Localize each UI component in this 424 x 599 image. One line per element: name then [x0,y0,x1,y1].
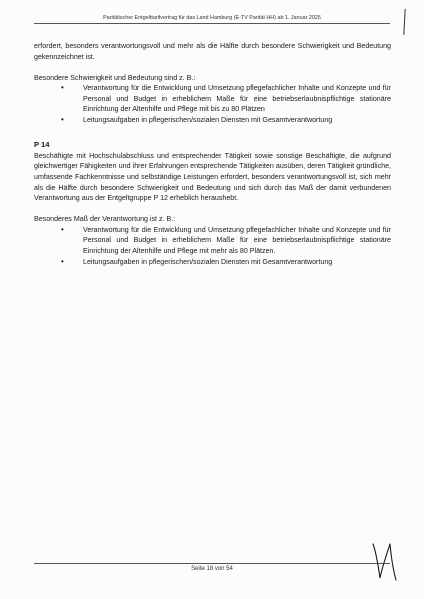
section-title-p14: P 14 [34,140,50,150]
intro-paragraph: erfordert, besonders verantwortungsvoll und mehr als die Hälfte durch besondere Schwierigkeit und Bedeutung gekennzeichnet ist. [34,42,391,61]
bullet-icon: • [61,83,64,93]
list-item: • Verantwortung für die Entwicklung und Umsetzung pflegefachlicher Inhalte und Konzepte und für Personal und Budget in erheblichem Maße für eine betriebserlaubnispflichtige stationäre Einrichtung der Altenhilfe und Pflege mit mehr als 80 Plätzen. [61,224,391,255]
header-rule [34,23,390,24]
list-item: • Leitungsaufgaben in pflegerischen/sozialen Diensten mit Gesamtverantwortung [61,256,333,266]
page-header: Paritätischer Entgelttarifvertrag für das Land Hamburg (E-TV Parität HH) ab 1. Januar 2025 [103,15,321,21]
bullet-icon: • [61,224,64,234]
list-item: • Leitungsaufgaben in pflegerischen/sozialen Diensten mit Gesamtverantwortung [61,115,333,125]
p14-paragraph: Beschäftigte mit Hochschulabschluss und entsprechender Tätigkeit sowie sonstige Beschäftigte, die aufgrund gleichwertiger Fähigkeiten und ihrer Erfahrungen entsprechende Tätigkeiten ausüben, deren Tätigkeit gründliche, umfassende Fachkenntnisse und selbständige Leistungen erfordert, besonders verantwortungsvoll ist, sich mehr als die Hälfte durch besondere Schwierigkeit und Bedeutung und sich durch das Maß der damit verbundenen Verantwortung aus der Entgeltgruppe P 12 erheblich heraushebt. [34,151,391,203]
section1-lead: Besondere Schwierigkeit und Bedeutung sind z. B.: [34,73,196,82]
bullet-icon: • [61,115,64,125]
section2-lead: Besonderes Maß der Verantwortung ist z. B.: [34,215,176,224]
section1-list [34,83,391,125]
signature-initials [370,538,400,582]
footer-rule [34,563,390,564]
bullet-icon: • [61,256,64,266]
page-number: Seite 18 von 54 [191,566,233,572]
page-content [34,41,391,267]
margin-mark [403,9,410,35]
list-item: • Verantwortung für die Entwicklung und Umsetzung pflegefachlicher Inhalte und Konzepte und für Personal und Budget in erheblichem Maße für eine betriebserlaubnispflichtige stationäre Einrichtung der Altenhilfe und Pflege mit bis zu 80 Plätzen [61,83,391,114]
section2-list [34,225,391,267]
